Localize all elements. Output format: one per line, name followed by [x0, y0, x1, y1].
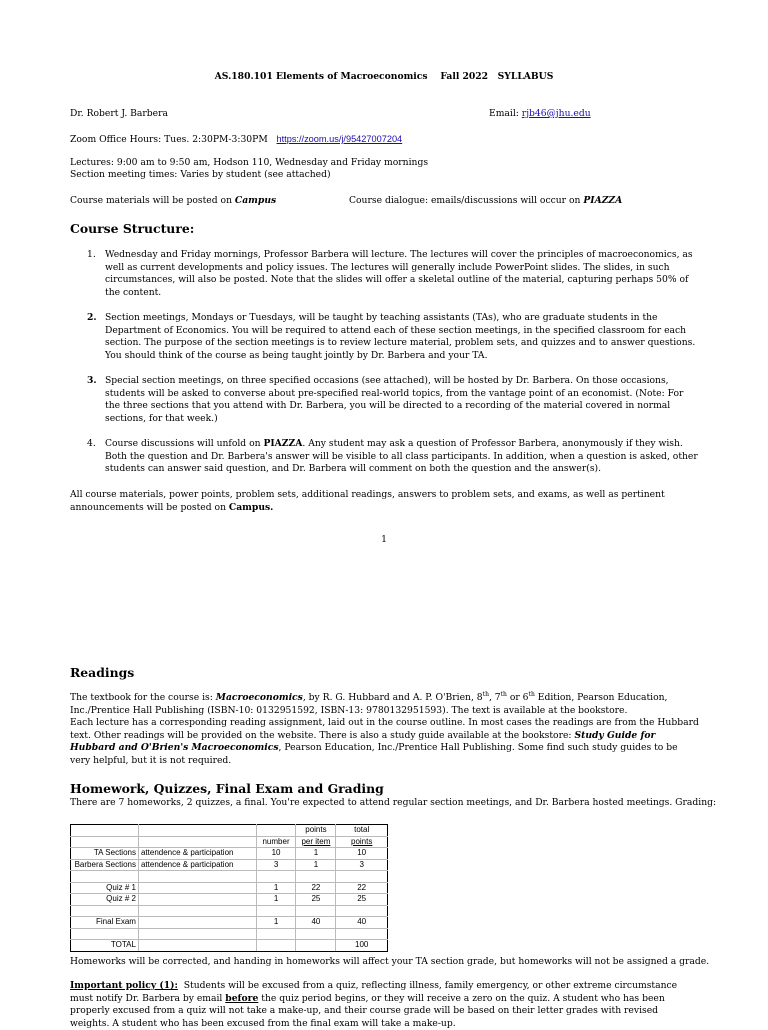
row-per: 25: [296, 894, 336, 906]
table-cell: [336, 928, 388, 940]
course-structure-list: [70, 249, 700, 489]
email-label: Email:: [489, 108, 522, 119]
list-number: 1.: [87, 249, 96, 260]
page-number: 1: [381, 534, 387, 545]
materials-line: [70, 195, 276, 208]
dialogue-site: PIAZZA: [583, 195, 623, 206]
row-per: 1: [296, 848, 336, 860]
row-total: 40: [336, 917, 388, 929]
lectures-line: Lectures: 9:00 am to 9:50 am, Hodson 110, Wednesday and Friday mornings: [70, 157, 429, 168]
grading-table: [70, 824, 388, 952]
row-number: 1: [256, 882, 296, 894]
row-label: TA Sections: [71, 848, 139, 860]
closing-campus: Campus.: [228, 501, 274, 513]
list-text: Course discussions will unfold on: [105, 438, 264, 449]
table-row-empty: [71, 871, 388, 883]
table-row: [71, 859, 388, 871]
dialogue-line: [349, 195, 622, 208]
row-desc: [138, 882, 256, 894]
course-structure-heading: Course Structure:: [70, 221, 195, 236]
zoom-link[interactable]: https://zoom.us/j/95427007204: [276, 134, 403, 144]
sup: th: [500, 690, 507, 698]
header-number: number: [256, 836, 296, 848]
row-per: 40: [296, 917, 336, 929]
text: Edition, Pearson Education, Inc./Prentice Hall Publishing (ISBN-10: 0132951592, ISBN-13: 9780132951593). The text is available at the bookstore.: [70, 692, 668, 716]
list-number: 4.: [87, 438, 96, 449]
total-value: 100: [336, 940, 388, 952]
header-total-1: total: [336, 825, 388, 837]
row-label: Quiz # 1: [71, 882, 139, 894]
office-hours-label: Zoom Office Hours: Tues. 2:30PM-3:30PM: [70, 134, 268, 145]
table-cell: [296, 940, 336, 952]
row-number: 1: [256, 917, 296, 929]
row-total: 10: [336, 848, 388, 860]
readings-textbook: [70, 692, 700, 717]
text: The textbook for the course is:: [70, 692, 216, 703]
sup: th: [482, 690, 489, 698]
policy-before: before: [225, 992, 259, 1004]
syllabus-title: AS.180.101 Elements of Macroeconomics Fall 2022 SYLLABUS: [214, 71, 554, 82]
table-cell: [336, 871, 388, 883]
row-per: 1: [296, 859, 336, 871]
table-cell: [296, 871, 336, 883]
section-times-line: Section meeting times: Varies by student (see attached): [70, 169, 331, 180]
header-total-2: points: [336, 836, 388, 848]
row-desc: [138, 917, 256, 929]
list-text: Wednesday and Friday mornings, Professor Barbera will lecture. The lectures will cover the principles of macroeconomics, as well as current developments and policy issues. The lectures will generally include PowerPoint slides. The slides, in such circumstances, will also be posted. Note that the slides will offer a skeletal outline of the material, capturing perhaps 50% of the content.: [105, 249, 693, 298]
readings-study-guide: [70, 717, 700, 767]
dialogue-prefix: Course dialogue: emails/discussions will occur on: [349, 195, 584, 206]
row-label: Quiz # 2: [71, 894, 139, 906]
row-total: 3: [336, 859, 388, 871]
table-header-row: [71, 825, 388, 837]
materials-prefix: Course materials will be posted on: [70, 195, 235, 206]
table-cell: [296, 928, 336, 940]
row-total: 22: [336, 882, 388, 894]
email-line: [489, 108, 591, 121]
table-cell: [71, 825, 139, 837]
policy-text-cont: the quiz period begins, or they will receive a zero on the quiz. A student who has been properly excused from a quiz will not take a make-up, and their course grade will be based on their letter grades with revised weights. A student who has been excused from the final exam will take a make-up.: [70, 992, 665, 1029]
row-total: 25: [336, 894, 388, 906]
text: , 7: [488, 692, 501, 703]
closing-paragraph: [70, 489, 700, 514]
list-item: [70, 375, 700, 425]
table-cell: [71, 905, 139, 917]
table-cell: [138, 871, 256, 883]
table-row: [71, 848, 388, 860]
list-text-cont: . Any student may ask a question of Professor Barbera, anonymously if they wish. Both the question and Dr. Barbera's answer will be visible to all class participants. In addition, when a question is asked, other students can answer said question, and Dr. Barbera will comment on both the question and the answer(s).: [105, 438, 698, 474]
office-hours: [70, 133, 402, 147]
policy-text: Students will be excused from a quiz, reflecting illness, family emergency, or other extreme circumstance must notify Dr. Barbera by email: [70, 980, 681, 1004]
text: , by R. G. Hubbard and A. P. O'Brien, 8: [302, 692, 483, 703]
total-label: TOTAL: [71, 940, 139, 952]
email-link[interactable]: rjb46@jhu.edu: [521, 108, 591, 119]
row-label: Final Exam: [71, 917, 139, 929]
list-number: 3.: [87, 375, 97, 386]
row-per: 22: [296, 882, 336, 894]
list-item: [70, 438, 700, 476]
table-cell: [71, 871, 139, 883]
row-number: 10: [256, 848, 296, 860]
text: or 6: [506, 692, 529, 703]
homework-note: Homeworks will be corrected, and handing in homeworks will affect your TA section grade, but homeworks will not be assigned a grade.: [70, 956, 710, 967]
table-cell: [138, 905, 256, 917]
study-guide-title: Study Guide for Hubbard and O'Brien's Macroeconomics: [70, 729, 656, 753]
list-item: [70, 249, 700, 299]
table-cell: [256, 905, 296, 917]
table-row-empty: [71, 928, 388, 940]
table-cell: [336, 905, 388, 917]
sup: th: [528, 690, 535, 698]
list-text: Special section meetings, on three specified occasions (see attached), will be hosted by Dr. Barbera. On those occasions, students will be asked to converse about pre-specified real-world topics, from the vantage point of an economist. (Note: For the three sections that you attend with Dr. Barbera, you will be directed to a recording of the material covered in normal sections, for that week.): [105, 375, 684, 424]
table-row: [71, 917, 388, 929]
piazza-bold: PIAZZA: [263, 438, 303, 449]
table-total-row: [71, 940, 388, 952]
table-cell: [256, 871, 296, 883]
table-row-empty: [71, 905, 388, 917]
book-title: Macroeconomics: [215, 692, 303, 703]
readings-heading: Readings: [70, 665, 135, 680]
list-item: [70, 312, 700, 362]
list-text: Section meetings, Mondays or Tuesdays, will be taught by teaching assistants (TAs), who are graduate students in the Department of Economics. You will be required to attend each of these section meetings, in the specified classroom for each section. The purpose of the section meetings is to review lecture material, problem sets, and quizzes and to answer questions. You should think of the course as being taught jointly by Dr. Barbera and your TA.: [105, 312, 696, 361]
table-cell: [138, 928, 256, 940]
table-header-row: [71, 836, 388, 848]
table-cell: [138, 940, 256, 952]
row-label: Barbera Sections: [71, 859, 139, 871]
table-row: [71, 894, 388, 906]
row-desc: attendence & participation: [138, 848, 256, 860]
list-number: 2.: [87, 312, 97, 323]
table-cell: [256, 940, 296, 952]
grading-heading: Homework, Quizzes, Final Exam and Grading: [70, 781, 384, 796]
row-desc: [138, 894, 256, 906]
row-number: 1: [256, 894, 296, 906]
table-cell: [296, 905, 336, 917]
row-desc: attendence & participation: [138, 859, 256, 871]
important-policy: [70, 980, 700, 1030]
text: Each lecture has a corresponding reading assignment, laid out in the course outline. In most cases the readings are from the Hubbard text. Other readings will be provided on the website. There is also a study guide available at the bookstore:: [70, 717, 699, 741]
table-cell: [256, 825, 296, 837]
table-cell: [138, 825, 256, 837]
grading-intro: There are 7 homeworks, 2 quizzes, a final. You're expected to attend regular section meetings, and Dr. Barbera hosted meetings. Grading:: [70, 797, 717, 808]
table-cell: [71, 836, 139, 848]
header-points-1: points: [296, 825, 336, 837]
policy-label: Important policy (1):: [70, 980, 178, 991]
table-row: [71, 882, 388, 894]
row-number: 3: [256, 859, 296, 871]
table-cell: [71, 928, 139, 940]
closing-text: All course materials, power points, problem sets, additional readings, answers to problem sets, and exams, as well as pertinent announcements will be posted on: [70, 489, 665, 513]
materials-site: Campus: [234, 195, 277, 206]
text: , Pearson Education, Inc./Prentice Hall Publishing. Some find such study guides to be very helpful, but it is not required.: [70, 742, 678, 766]
table-cell: [138, 836, 256, 848]
header-points-2: per item: [296, 836, 336, 848]
table-cell: [256, 928, 296, 940]
instructor-name: Dr. Robert J. Barbera: [70, 108, 168, 119]
